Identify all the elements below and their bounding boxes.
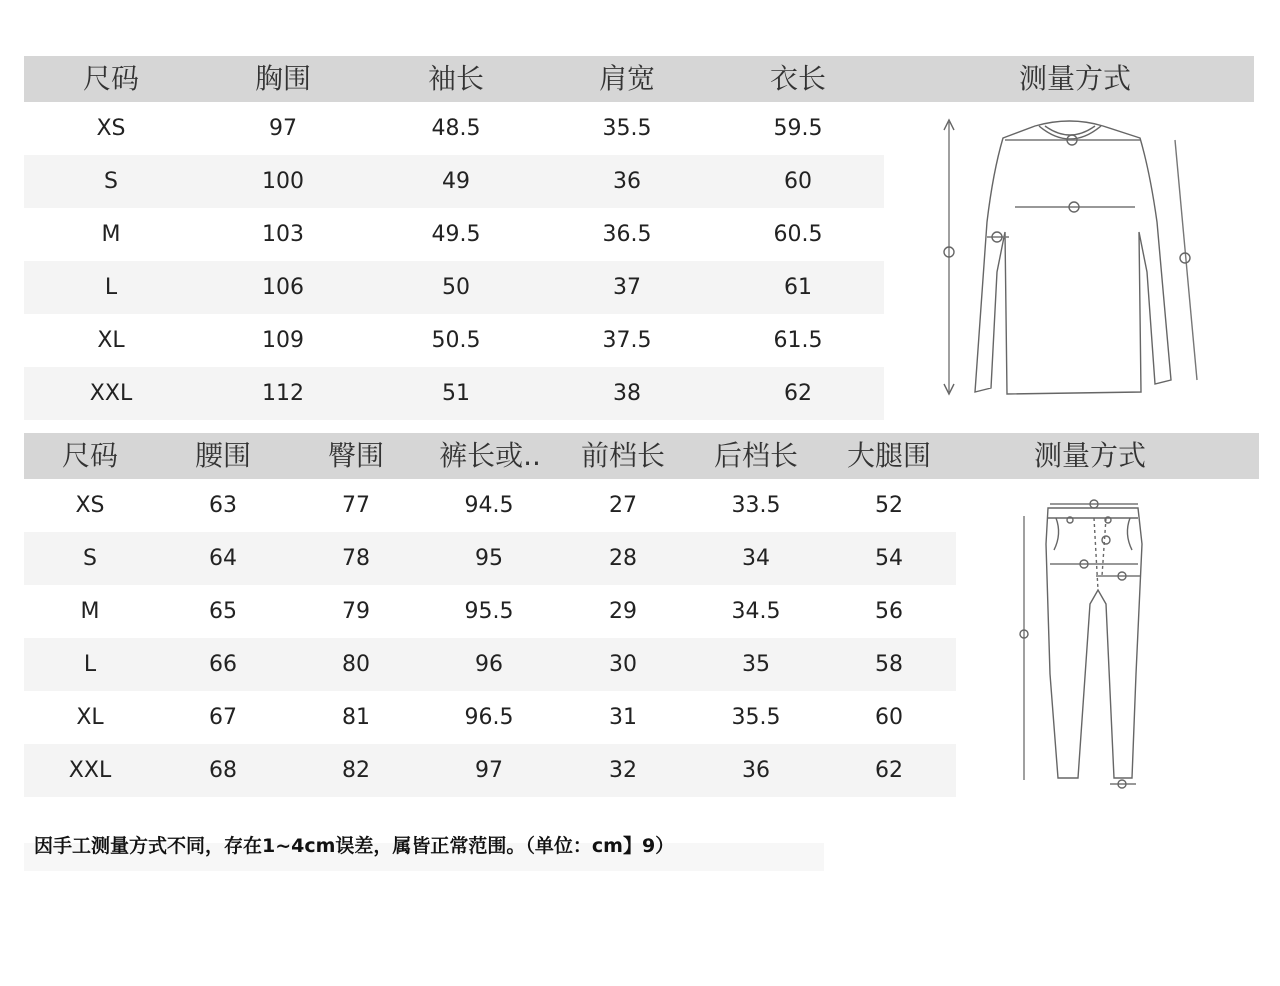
- table-cell: S: [83, 546, 97, 571]
- table-cell: M: [101, 222, 121, 247]
- footnote-text: 因手工测量方式不同，存在1~4cm误差，属皆正常范围。（单位：cm】9）: [34, 835, 675, 857]
- table-row: [24, 691, 956, 744]
- table-cell: 59.5: [773, 116, 823, 141]
- table-cell: M: [80, 599, 100, 624]
- table-cell: 36: [613, 169, 641, 194]
- table-cell: 66: [209, 652, 237, 677]
- pants-measurement-diagram-icon: [1010, 494, 1160, 794]
- table-row: [24, 479, 956, 532]
- table-cell: 62: [875, 758, 903, 783]
- table-cell: 36: [742, 758, 770, 783]
- table-cell: 51: [442, 381, 470, 406]
- header-length: 衣长: [769, 62, 827, 95]
- table-cell: 49: [442, 169, 470, 194]
- table-cell: 63: [209, 493, 237, 518]
- header-hip: 臀围: [327, 439, 385, 472]
- table-cell: 97: [475, 758, 503, 783]
- table-cell: 61: [784, 275, 812, 300]
- table-row: [24, 367, 884, 420]
- shirt-measurement-diagram-icon: [935, 112, 1215, 408]
- header-size: 尺码: [82, 62, 140, 95]
- table-row: [24, 261, 884, 314]
- table-row: [24, 314, 884, 367]
- table-cell: XL: [76, 705, 104, 730]
- table-cell: 109: [262, 328, 304, 353]
- table-cell: 34: [742, 546, 770, 571]
- table-cell: 35.5: [602, 116, 652, 141]
- table-cell: 103: [262, 222, 304, 247]
- table-cell: 62: [784, 381, 812, 406]
- table-row: [24, 102, 884, 155]
- header-pants-length: 裤长或..: [439, 439, 541, 472]
- header-front-rise: 前档长: [580, 439, 666, 472]
- table-cell: 37.5: [602, 328, 652, 353]
- table-cell: 48.5: [431, 116, 481, 141]
- table-cell: 52: [875, 493, 903, 518]
- table-cell: 35.5: [731, 705, 781, 730]
- table-row: [24, 744, 956, 797]
- header-shoulder: 肩宽: [598, 62, 656, 95]
- table-cell: 33.5: [731, 493, 781, 518]
- table-cell: 97: [269, 116, 297, 141]
- table-row: [24, 532, 956, 585]
- table-cell: 94.5: [464, 493, 514, 518]
- table-cell: 61.5: [773, 328, 823, 353]
- table-cell: 30: [609, 652, 637, 677]
- table-cell: 36.5: [602, 222, 652, 247]
- table-cell: 96: [475, 652, 503, 677]
- header-method: 测量方式: [1033, 439, 1147, 472]
- header-back-rise: 后档长: [713, 439, 799, 472]
- table-cell: L: [104, 275, 118, 300]
- table-cell: 49.5: [431, 222, 481, 247]
- table-row: [24, 155, 884, 208]
- header-chest: 胸围: [254, 62, 312, 95]
- table-cell: 28: [609, 546, 637, 571]
- table-cell: XL: [97, 328, 125, 353]
- table-cell: 50: [442, 275, 470, 300]
- table-cell: 95: [475, 546, 503, 571]
- table-cell: 58: [875, 652, 903, 677]
- table-cell: 78: [342, 546, 370, 571]
- table-cell: 56: [875, 599, 903, 624]
- table-cell: 27: [609, 493, 637, 518]
- table-cell: 65: [209, 599, 237, 624]
- table-cell: 32: [609, 758, 637, 783]
- table-cell: 95.5: [464, 599, 514, 624]
- header-size: 尺码: [61, 439, 119, 472]
- table-cell: XS: [75, 493, 105, 518]
- table-cell: 79: [342, 599, 370, 624]
- bottom-table-header-row: [0, 433, 1280, 479]
- table-cell: 31: [609, 705, 637, 730]
- table-cell: 106: [262, 275, 304, 300]
- table-cell: 96.5: [464, 705, 514, 730]
- table-cell: 80: [342, 652, 370, 677]
- table-row: [24, 208, 884, 261]
- table-cell: 34.5: [731, 599, 781, 624]
- top-table-header-row: [0, 56, 1280, 102]
- table-cell: 100: [262, 169, 304, 194]
- table-cell: 82: [342, 758, 370, 783]
- table-cell: 37: [613, 275, 641, 300]
- table-cell: 29: [609, 599, 637, 624]
- table-cell: 64: [209, 546, 237, 571]
- table-cell: S: [104, 169, 118, 194]
- table-cell: 60: [784, 169, 812, 194]
- table-cell: 67: [209, 705, 237, 730]
- table-cell: 50.5: [431, 328, 481, 353]
- header-waist: 腰围: [194, 439, 252, 472]
- table-row: [24, 638, 956, 691]
- header-thigh: 大腿围: [846, 439, 932, 472]
- header-sleeve: 袖长: [427, 62, 485, 95]
- table-cell: XS: [96, 116, 126, 141]
- table-cell: XXL: [89, 381, 133, 406]
- table-cell: 60.5: [773, 222, 823, 247]
- table-cell: 112: [262, 381, 304, 406]
- table-cell: L: [83, 652, 97, 677]
- table-cell: 68: [209, 758, 237, 783]
- table-cell: 38: [613, 381, 641, 406]
- table-cell: XXL: [68, 758, 112, 783]
- table-cell: 60: [875, 705, 903, 730]
- table-cell: 81: [342, 705, 370, 730]
- table-cell: 54: [875, 546, 903, 571]
- table-cell: 77: [342, 493, 370, 518]
- table-row: [24, 585, 956, 638]
- table-cell: 35: [742, 652, 770, 677]
- header-method: 测量方式: [1018, 62, 1132, 95]
